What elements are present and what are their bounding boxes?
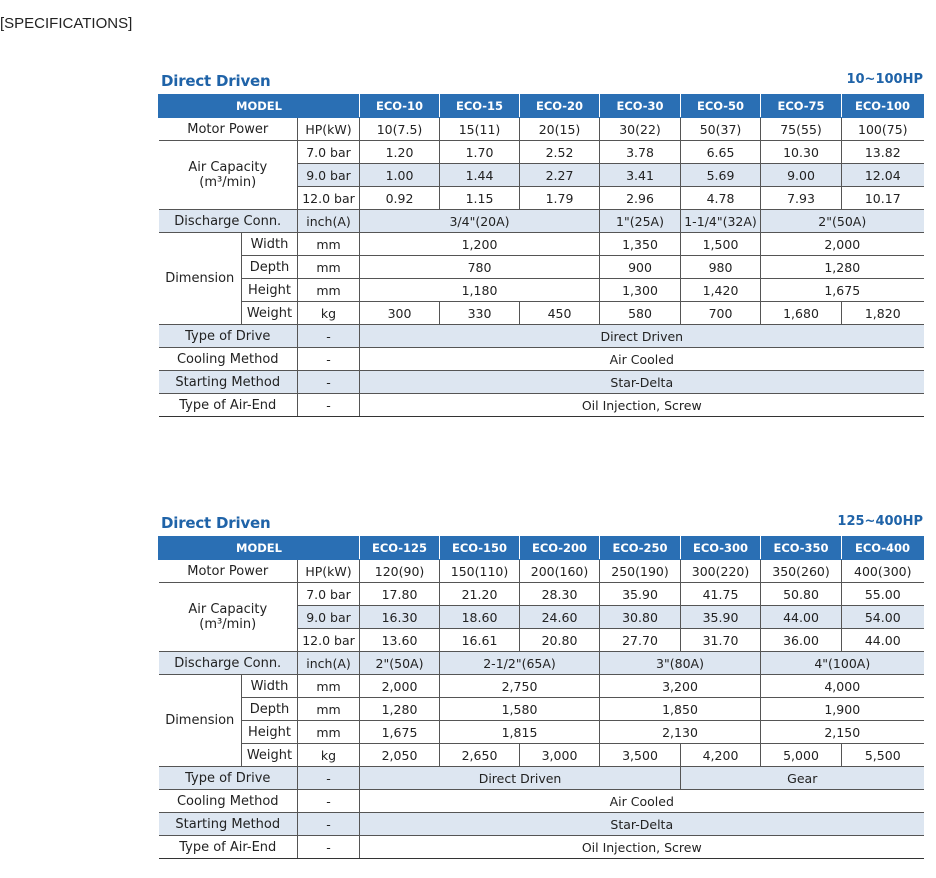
header-row bbox=[159, 95, 924, 118]
row-label: Height bbox=[242, 279, 298, 302]
table-cell: 5,000 bbox=[761, 744, 842, 767]
table-cell: 24.60 bbox=[520, 606, 600, 629]
row-label: Type of Air-End bbox=[159, 394, 298, 417]
table-cell: Air Cooled bbox=[360, 348, 924, 371]
table-cell: 1.70 bbox=[440, 141, 520, 164]
table-cell: 1,500 bbox=[681, 233, 761, 256]
unit-cell: inch(A) bbox=[298, 652, 360, 675]
unit-cell: - bbox=[298, 813, 360, 836]
table-cell: 31.70 bbox=[681, 629, 761, 652]
table-cell: Air Cooled bbox=[360, 790, 924, 813]
table-cell: 44.00 bbox=[842, 629, 924, 652]
table-cell: 7.93 bbox=[761, 187, 842, 210]
table-cell: 700 bbox=[681, 302, 761, 325]
unit-cell: 9.0 bar bbox=[298, 164, 360, 187]
unit-cell: mm bbox=[298, 721, 360, 744]
table-cell: 6.65 bbox=[681, 141, 761, 164]
table-cell: 27.70 bbox=[600, 629, 681, 652]
unit-cell: - bbox=[298, 371, 360, 394]
row-label: Type of Drive bbox=[159, 767, 298, 790]
dimension-height-row bbox=[159, 721, 924, 744]
page-heading: [SPECIFICATIONS] bbox=[0, 15, 133, 32]
air-capacity-label-line1: Air Capacity bbox=[188, 160, 268, 175]
unit-cell: 7.0 bar bbox=[298, 141, 360, 164]
table-cell: 3,000 bbox=[520, 744, 600, 767]
unit-cell: 9.0 bar bbox=[298, 606, 360, 629]
row-label: Depth bbox=[242, 698, 298, 721]
table-cell: 16.61 bbox=[440, 629, 520, 652]
type-of-drive-row bbox=[159, 767, 924, 790]
table-1-hp-range: 10~100HP bbox=[846, 72, 923, 87]
dimension-width-row bbox=[159, 233, 924, 256]
table-cell: 200(160) bbox=[520, 560, 600, 583]
row-label: Cooling Method bbox=[159, 790, 298, 813]
table-cell: 1,420 bbox=[681, 279, 761, 302]
unit-cell: - bbox=[298, 325, 360, 348]
row-label: Cooling Method bbox=[159, 348, 298, 371]
unit-cell: mm bbox=[298, 256, 360, 279]
table-cell: 300(220) bbox=[681, 560, 761, 583]
dimension-width-row bbox=[159, 675, 924, 698]
model-name: ECO-125 bbox=[360, 537, 440, 560]
table-cell: 980 bbox=[681, 256, 761, 279]
table-cell: 1,180 bbox=[360, 279, 600, 302]
dimension-depth-row bbox=[159, 698, 924, 721]
unit-cell: HP(kW) bbox=[298, 560, 360, 583]
table-cell: 1,815 bbox=[440, 721, 600, 744]
table-cell: 50(37) bbox=[681, 118, 761, 141]
table-cell: 21.20 bbox=[440, 583, 520, 606]
model-name: ECO-75 bbox=[761, 95, 842, 118]
air-capacity-row-7bar bbox=[159, 141, 924, 164]
row-label: Starting Method bbox=[159, 813, 298, 836]
table-cell: 1,580 bbox=[440, 698, 600, 721]
table-cell: 900 bbox=[600, 256, 681, 279]
row-label: Motor Power bbox=[159, 118, 298, 141]
table-cell: 3/4"(20A) bbox=[360, 210, 600, 233]
table-1-caption bbox=[158, 72, 923, 94]
type-of-drive-row bbox=[159, 325, 924, 348]
model-name: ECO-400 bbox=[842, 537, 924, 560]
table-cell: 1,675 bbox=[761, 279, 924, 302]
table-cell: 1.00 bbox=[360, 164, 440, 187]
row-label: Discharge Conn. bbox=[159, 210, 298, 233]
table-cell: 1.79 bbox=[520, 187, 600, 210]
air-capacity-label bbox=[159, 141, 298, 210]
table-cell: 20(15) bbox=[520, 118, 600, 141]
motor-power-row bbox=[159, 560, 924, 583]
table-cell: 2,650 bbox=[440, 744, 520, 767]
dimension-label: Dimension bbox=[159, 233, 242, 325]
unit-cell: HP(kW) bbox=[298, 118, 360, 141]
table-cell: Oil Injection, Screw bbox=[360, 394, 924, 417]
unit-cell: mm bbox=[298, 279, 360, 302]
row-label: Type of Drive bbox=[159, 325, 298, 348]
table-cell: 2,050 bbox=[360, 744, 440, 767]
row-label: Height bbox=[242, 721, 298, 744]
table-cell: 1.20 bbox=[360, 141, 440, 164]
table-cell: 41.75 bbox=[681, 583, 761, 606]
model-name: ECO-350 bbox=[761, 537, 842, 560]
model-name: ECO-100 bbox=[842, 95, 924, 118]
spec-table-2 bbox=[158, 536, 924, 859]
model-header: MODEL bbox=[159, 95, 360, 118]
table-cell: 2,130 bbox=[600, 721, 761, 744]
table-cell: 4"(100A) bbox=[761, 652, 924, 675]
table-cell: 3,200 bbox=[600, 675, 761, 698]
table-cell: 1,820 bbox=[842, 302, 924, 325]
air-capacity-label bbox=[159, 583, 298, 652]
unit-cell: inch(A) bbox=[298, 210, 360, 233]
table-cell: 1.15 bbox=[440, 187, 520, 210]
table-cell: 15(11) bbox=[440, 118, 520, 141]
table-1-caption-left: Direct Driven bbox=[161, 72, 271, 90]
unit-cell: kg bbox=[298, 302, 360, 325]
table-cell: 55.00 bbox=[842, 583, 924, 606]
table-cell: 1,850 bbox=[600, 698, 761, 721]
spec-table-1-section bbox=[158, 72, 923, 417]
table-cell: 75(55) bbox=[761, 118, 842, 141]
unit-cell: - bbox=[298, 790, 360, 813]
table-cell: 4.78 bbox=[681, 187, 761, 210]
table-cell: 2"(50A) bbox=[360, 652, 440, 675]
table-2-caption-left: Direct Driven bbox=[161, 514, 271, 532]
row-label: Discharge Conn. bbox=[159, 652, 298, 675]
table-cell: 1.44 bbox=[440, 164, 520, 187]
row-label: Weight bbox=[242, 744, 298, 767]
model-name: ECO-250 bbox=[600, 537, 681, 560]
table-cell: 3"(80A) bbox=[600, 652, 761, 675]
model-name: ECO-50 bbox=[681, 95, 761, 118]
table-cell: Direct Driven bbox=[360, 325, 924, 348]
table-cell: 12.04 bbox=[842, 164, 924, 187]
table-cell: 13.82 bbox=[842, 141, 924, 164]
table-cell: Direct Driven bbox=[360, 767, 681, 790]
table-cell: 30(22) bbox=[600, 118, 681, 141]
air-capacity-row-7bar bbox=[159, 583, 924, 606]
table-cell: 1,900 bbox=[761, 698, 924, 721]
table-cell: 35.90 bbox=[681, 606, 761, 629]
table-cell: 13.60 bbox=[360, 629, 440, 652]
table-cell: Gear bbox=[681, 767, 924, 790]
table-cell: Star-Delta bbox=[360, 371, 924, 394]
table-cell: 1,680 bbox=[761, 302, 842, 325]
model-name: ECO-15 bbox=[440, 95, 520, 118]
row-label: Motor Power bbox=[159, 560, 298, 583]
dimension-depth-row bbox=[159, 256, 924, 279]
table-cell: Oil Injection, Screw bbox=[360, 836, 924, 859]
table-2-caption bbox=[158, 514, 923, 536]
type-of-air-end-row bbox=[159, 836, 924, 859]
table-cell: 2.96 bbox=[600, 187, 681, 210]
unit-cell: - bbox=[298, 836, 360, 859]
model-header: MODEL bbox=[159, 537, 360, 560]
row-label: Starting Method bbox=[159, 371, 298, 394]
unit-cell: - bbox=[298, 767, 360, 790]
table-cell: 35.90 bbox=[600, 583, 681, 606]
table-cell: 4,200 bbox=[681, 744, 761, 767]
table-cell: 780 bbox=[360, 256, 600, 279]
type-of-air-end-row bbox=[159, 394, 924, 417]
table-cell: 17.80 bbox=[360, 583, 440, 606]
table-cell: 2,750 bbox=[440, 675, 600, 698]
spec-table-2-section bbox=[158, 514, 923, 859]
table-cell: 18.60 bbox=[440, 606, 520, 629]
dimension-height-row bbox=[159, 279, 924, 302]
table-cell: 2"(50A) bbox=[761, 210, 924, 233]
table-cell: 1,350 bbox=[600, 233, 681, 256]
table-cell: 30.80 bbox=[600, 606, 681, 629]
model-name: ECO-20 bbox=[520, 95, 600, 118]
table-cell: 400(300) bbox=[842, 560, 924, 583]
table-cell: 120(90) bbox=[360, 560, 440, 583]
air-capacity-label-line2: (m³/min) bbox=[199, 617, 257, 632]
table-cell: 1,300 bbox=[600, 279, 681, 302]
unit-cell: 12.0 bar bbox=[298, 629, 360, 652]
unit-cell: - bbox=[298, 348, 360, 371]
table-cell: Star-Delta bbox=[360, 813, 924, 836]
model-name: ECO-300 bbox=[681, 537, 761, 560]
table-cell: 16.30 bbox=[360, 606, 440, 629]
unit-cell: mm bbox=[298, 698, 360, 721]
table-2-hp-range: 125~400HP bbox=[837, 514, 923, 529]
unit-cell: 12.0 bar bbox=[298, 187, 360, 210]
table-cell: 1,675 bbox=[360, 721, 440, 744]
discharge-row bbox=[159, 210, 924, 233]
row-label: Type of Air-End bbox=[159, 836, 298, 859]
table-cell: 1-1/4"(32A) bbox=[681, 210, 761, 233]
table-cell: 10.30 bbox=[761, 141, 842, 164]
header-row bbox=[159, 537, 924, 560]
unit-cell: mm bbox=[298, 675, 360, 698]
starting-method-row bbox=[159, 371, 924, 394]
table-cell: 3.41 bbox=[600, 164, 681, 187]
cooling-method-row bbox=[159, 348, 924, 371]
air-capacity-label-line1: Air Capacity bbox=[188, 602, 268, 617]
model-name: ECO-150 bbox=[440, 537, 520, 560]
model-name: ECO-200 bbox=[520, 537, 600, 560]
cooling-method-row bbox=[159, 790, 924, 813]
table-cell: 2-1/2"(65A) bbox=[440, 652, 600, 675]
table-cell: 1,280 bbox=[360, 698, 440, 721]
air-capacity-label-line2: (m³/min) bbox=[199, 175, 257, 190]
model-name: ECO-10 bbox=[360, 95, 440, 118]
table-cell: 450 bbox=[520, 302, 600, 325]
table-cell: 300 bbox=[360, 302, 440, 325]
table-cell: 3,500 bbox=[600, 744, 681, 767]
table-cell: 1,200 bbox=[360, 233, 600, 256]
row-label: Weight bbox=[242, 302, 298, 325]
table-cell: 250(190) bbox=[600, 560, 681, 583]
table-cell: 2,000 bbox=[360, 675, 440, 698]
dimension-weight-row bbox=[159, 302, 924, 325]
discharge-row bbox=[159, 652, 924, 675]
dimension-weight-row bbox=[159, 744, 924, 767]
row-label: Width bbox=[242, 233, 298, 256]
table-cell: 44.00 bbox=[761, 606, 842, 629]
unit-cell: kg bbox=[298, 744, 360, 767]
table-cell: 10.17 bbox=[842, 187, 924, 210]
table-cell: 2,150 bbox=[761, 721, 924, 744]
table-cell: 1"(25A) bbox=[600, 210, 681, 233]
table-cell: 2,000 bbox=[761, 233, 924, 256]
table-cell: 150(110) bbox=[440, 560, 520, 583]
spec-table-1 bbox=[158, 94, 924, 417]
table-cell: 580 bbox=[600, 302, 681, 325]
table-cell: 0.92 bbox=[360, 187, 440, 210]
row-label: Depth bbox=[242, 256, 298, 279]
unit-cell: 7.0 bar bbox=[298, 583, 360, 606]
table-cell: 3.78 bbox=[600, 141, 681, 164]
starting-method-row bbox=[159, 813, 924, 836]
table-cell: 5,500 bbox=[842, 744, 924, 767]
table-cell: 36.00 bbox=[761, 629, 842, 652]
table-cell: 4,000 bbox=[761, 675, 924, 698]
table-cell: 54.00 bbox=[842, 606, 924, 629]
table-cell: 10(7.5) bbox=[360, 118, 440, 141]
table-cell: 100(75) bbox=[842, 118, 924, 141]
dimension-label: Dimension bbox=[159, 675, 242, 767]
model-name: ECO-30 bbox=[600, 95, 681, 118]
table-cell: 2.27 bbox=[520, 164, 600, 187]
row-label: Width bbox=[242, 675, 298, 698]
table-cell: 20.80 bbox=[520, 629, 600, 652]
table-cell: 350(260) bbox=[761, 560, 842, 583]
table-cell: 5.69 bbox=[681, 164, 761, 187]
table-cell: 9.00 bbox=[761, 164, 842, 187]
table-cell: 2.52 bbox=[520, 141, 600, 164]
unit-cell: - bbox=[298, 394, 360, 417]
table-cell: 28.30 bbox=[520, 583, 600, 606]
table-cell: 50.80 bbox=[761, 583, 842, 606]
table-cell: 330 bbox=[440, 302, 520, 325]
motor-power-row bbox=[159, 118, 924, 141]
table-cell: 1,280 bbox=[761, 256, 924, 279]
unit-cell: mm bbox=[298, 233, 360, 256]
